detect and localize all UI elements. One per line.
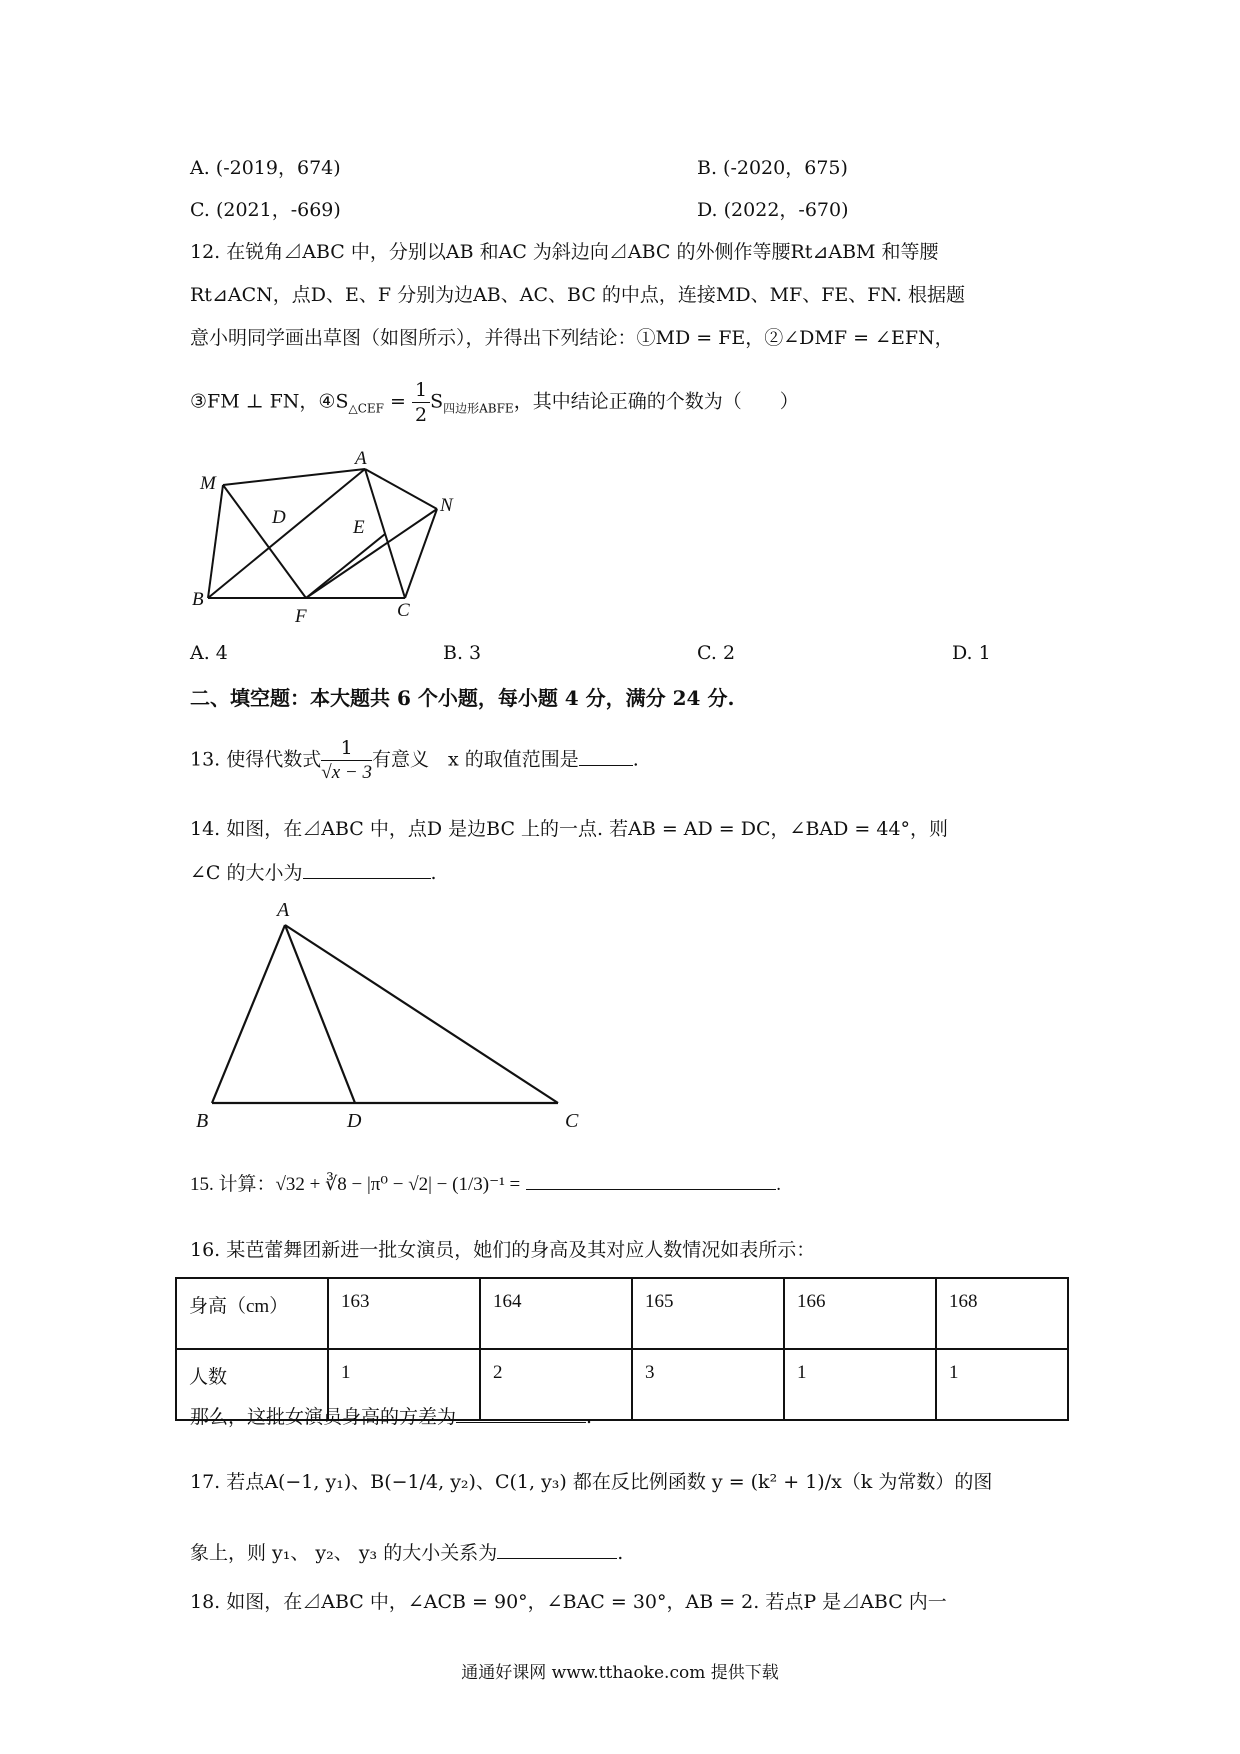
q13-post: 有意义 x 的取值范围是 (371, 748, 579, 771)
option-d: D. (2022，-670) (697, 199, 849, 221)
segment-ad (285, 925, 355, 1103)
q12-frac-num: 1 (412, 378, 430, 403)
q12-option-c: C. 2 (697, 642, 736, 664)
q15-text: 15. 计算：√32 + ∛8 − |π⁰ − √2| − (1/3)⁻¹ = (190, 1174, 521, 1195)
segment-mf (223, 485, 306, 598)
q12-figure (190, 445, 470, 625)
q15-line (190, 1171, 781, 1197)
table-cell: 168 (936, 1278, 1068, 1349)
q14-figure (190, 890, 590, 1130)
q16-after (190, 1404, 592, 1429)
segment-ma (223, 469, 365, 485)
q18-line1: 18. 如图，在⊿ABC 中，∠ACB = 90°，∠BAC = 30°，AB = 2. 若点P 是⊿ABC 内一 (190, 1591, 947, 1613)
q12-sub2: 四边形ABFE (443, 401, 514, 416)
segment-ab (212, 925, 285, 1103)
option-b: B. (-2020，675) (697, 157, 848, 179)
segment-fn (306, 509, 437, 598)
segment-mb (208, 485, 223, 598)
q16-after-text: 那么，这批女演员身高的方差为 (190, 1406, 457, 1428)
q14-line1: 14. 如图，在⊿ABC 中，点D 是边BC 上的一点. 若AB = AD = DC，∠BAD = 44°，则 (190, 818, 949, 840)
q12-eq: = (383, 390, 412, 413)
q14-end: . (430, 862, 437, 884)
q15-end: . (776, 1174, 782, 1195)
segment-ac (285, 925, 558, 1103)
label-a: A (355, 448, 367, 469)
table-cell: 166 (784, 1278, 936, 1349)
q13-end: . (632, 748, 639, 771)
table-cell: 身高（cm） (176, 1278, 328, 1349)
q12-line4 (190, 378, 799, 427)
q17-line1: 17. 若点A(−1, y₁)、B(−1/4, y₂)、C(1, y₃) 都在反比例函数 y = (k² + 1)/x（k 为常数）的图 (190, 1471, 993, 1493)
label-c: C (565, 1110, 579, 1130)
q12-end: ，其中结论正确的个数为（ ） (513, 390, 799, 413)
option-a: A. (-2019，674) (190, 157, 341, 179)
table-cell: 163 (328, 1278, 480, 1349)
q13-pre: 13. 使得代数式 (190, 748, 322, 771)
table-cell: 165 (632, 1278, 784, 1349)
footer: 通通好课网 www.tthaoke.com 提供下载 (461, 1663, 779, 1683)
section-heading: 二、填空题：本大题共 6 个小题，每小题 4 分，满分 24 分. (190, 686, 735, 710)
q14-line2-text: ∠C 的大小为 (190, 862, 303, 884)
q17-line2 (190, 1540, 623, 1565)
table-row-height (176, 1278, 1068, 1349)
table-cell: 164 (480, 1278, 632, 1349)
q13-answer-blank[interactable] (579, 747, 633, 766)
q12-s: S (430, 390, 444, 413)
q17-answer-blank[interactable] (497, 1540, 617, 1559)
q12-frac-den: 2 (414, 404, 428, 426)
q12-fraction (412, 378, 430, 427)
q12-option-b: B. 3 (443, 642, 482, 664)
label-b: B (192, 589, 204, 610)
q14-line2 (190, 860, 437, 885)
q13-line (190, 736, 639, 785)
q13-frac-num: 1 (321, 736, 372, 761)
q17-end: . (617, 1542, 624, 1564)
q12-line3: 意小明同学画出草图（如图所示），并得出下列结论：①MD = FE，②∠DMF = ∠EFN， (190, 327, 954, 349)
q12-line1: 12. 在锐角⊿ABC 中，分别以AB 和AC 为斜边向⊿ABC 的外侧作等腰Rt⊿ABM 和等腰 (190, 241, 939, 263)
option-c: C. (2021，-669) (190, 199, 341, 221)
label-d: D (272, 507, 286, 528)
q13-frac-den: √x − 3 (321, 762, 372, 783)
label-a: A (277, 899, 290, 921)
q12-option-d: D. 1 (952, 642, 991, 664)
table-cell: 1 (328, 1349, 480, 1420)
q14-answer-blank[interactable] (303, 860, 431, 879)
q12-line2: Rt⊿ACN，点D、E、F 分别为边AB、AC、BC 的中点，连接MD、MF、FE、FN. 根据题 (190, 284, 965, 306)
q12-option-a: A. 4 (190, 642, 228, 664)
table-cell: 2 (480, 1349, 632, 1420)
height-table (175, 1277, 1069, 1421)
table-cell: 1 (936, 1349, 1068, 1420)
q13-fraction (321, 736, 372, 785)
q16-end: . (586, 1406, 593, 1428)
label-m: M (200, 473, 216, 494)
segment-fe (306, 534, 385, 598)
q15-answer-blank[interactable] (526, 1171, 776, 1190)
label-e: E (353, 517, 365, 538)
label-b: B (196, 1110, 209, 1130)
segment-nc (405, 509, 437, 598)
table-cell: 人数 (176, 1349, 328, 1420)
q16-intro: 16. 某芭蕾舞团新进一批女演员，她们的身高及其对应人数情况如表所示： (190, 1239, 816, 1261)
label-n: N (440, 495, 453, 516)
q16-answer-blank[interactable] (456, 1404, 586, 1423)
q12-sub1: △CEF (348, 401, 384, 416)
q12-line4-a: ③FM ⊥ FN，④S (190, 390, 349, 413)
q17-line2-text: 象上，则 y₁、 y₂、 y₃ 的大小关系为 (190, 1542, 498, 1564)
label-c: C (397, 600, 410, 621)
table-cell: 3 (632, 1349, 784, 1420)
label-f: F (295, 606, 307, 625)
table-cell: 1 (784, 1349, 936, 1420)
segment-ba (208, 469, 365, 598)
label-d: D (347, 1110, 362, 1130)
